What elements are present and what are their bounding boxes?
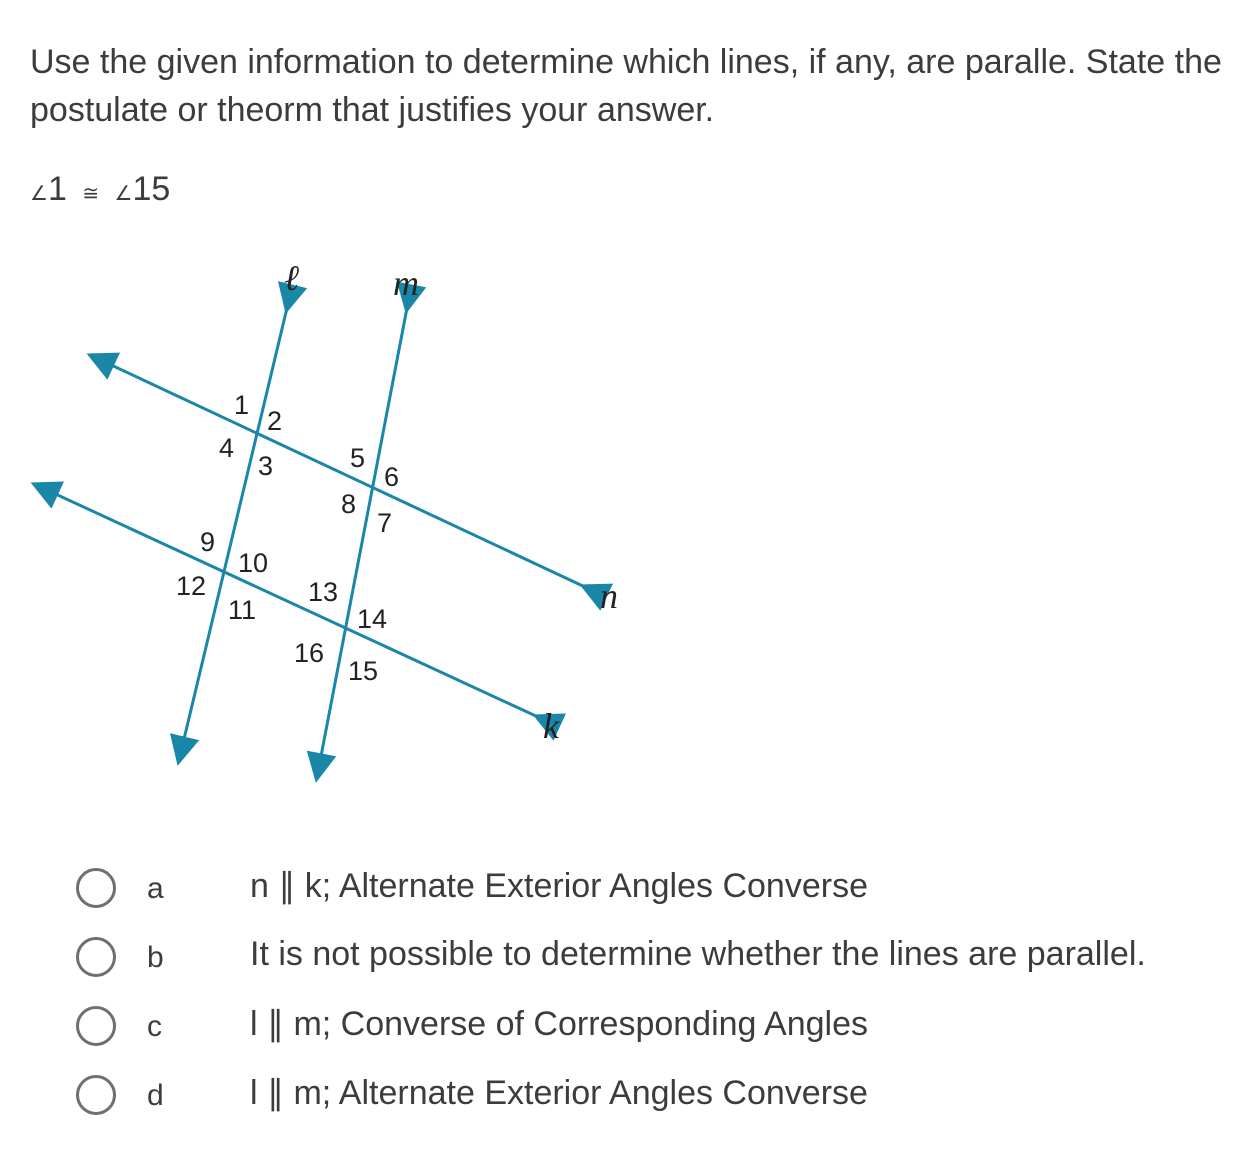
angle-label-13: 13: [308, 577, 339, 607]
line-label-l: ℓ: [284, 258, 299, 298]
radio-button-d[interactable]: [76, 1075, 116, 1115]
given-statement: [30, 170, 170, 209]
angle-label-2: 2: [267, 406, 283, 436]
line-n: [92, 356, 585, 587]
angle-label-15: 15: [348, 656, 379, 686]
line-l: [179, 308, 287, 760]
radio-button-b[interactable]: [76, 937, 116, 977]
line-label-k: k: [543, 706, 559, 746]
choice-text-a: n ∥ k; Alternate Exterior Angles Converse: [250, 867, 868, 905]
choice-b[interactable]: [0, 929, 1252, 989]
congruent-symbol: ≅: [82, 183, 100, 205]
given-angle-left: 1: [47, 170, 67, 208]
choice-text-c: l ∥ m; Converse of Corresponding Angles: [250, 1005, 868, 1043]
line-label-n: n: [600, 576, 618, 616]
geometry-figure: [0, 240, 700, 800]
choice-text-d: l ∥ m; Alternate Exterior Angles Converse: [250, 1074, 868, 1112]
line-label-m: m: [393, 263, 419, 303]
angle-label-1: 1: [234, 390, 250, 420]
choice-letter-b: b: [147, 941, 164, 974]
choice-d[interactable]: [0, 1067, 1252, 1127]
angle-label-9: 9: [200, 527, 216, 557]
line-k: [36, 485, 538, 717]
angle-label-7: 7: [377, 508, 393, 538]
angle-label-14: 14: [357, 604, 388, 634]
choice-letter-a: a: [147, 872, 164, 905]
choice-text-b: It is not possible to determine whether the lines are parallel.: [250, 935, 1146, 973]
given-angle-right: 15: [132, 170, 171, 208]
angle-label-4: 4: [219, 433, 235, 463]
choice-a[interactable]: [0, 860, 1252, 920]
choice-letter-c: c: [147, 1010, 162, 1043]
angle-label-10: 10: [238, 548, 269, 578]
angle-label-16: 16: [294, 638, 325, 668]
angle-label-11: 11: [228, 595, 257, 625]
angle-label-12: 12: [176, 571, 207, 601]
question-text: Use the given information to determine which lines, if any, are paralle. State the postulate or theorm that justifies your answer.: [30, 43, 1222, 129]
radio-button-a[interactable]: [76, 868, 116, 908]
angle-label-8: 8: [341, 489, 357, 519]
angle-label-5: 5: [350, 443, 366, 473]
angle-symbol-right: ∠: [114, 183, 133, 205]
angle-symbol-left: ∠: [30, 183, 48, 205]
angle-label-6: 6: [384, 462, 400, 492]
radio-button-c[interactable]: [76, 1006, 116, 1046]
angle-label-3: 3: [258, 451, 274, 481]
choice-letter-d: d: [147, 1079, 164, 1112]
line-m: [317, 308, 407, 777]
choice-c[interactable]: [0, 998, 1252, 1058]
